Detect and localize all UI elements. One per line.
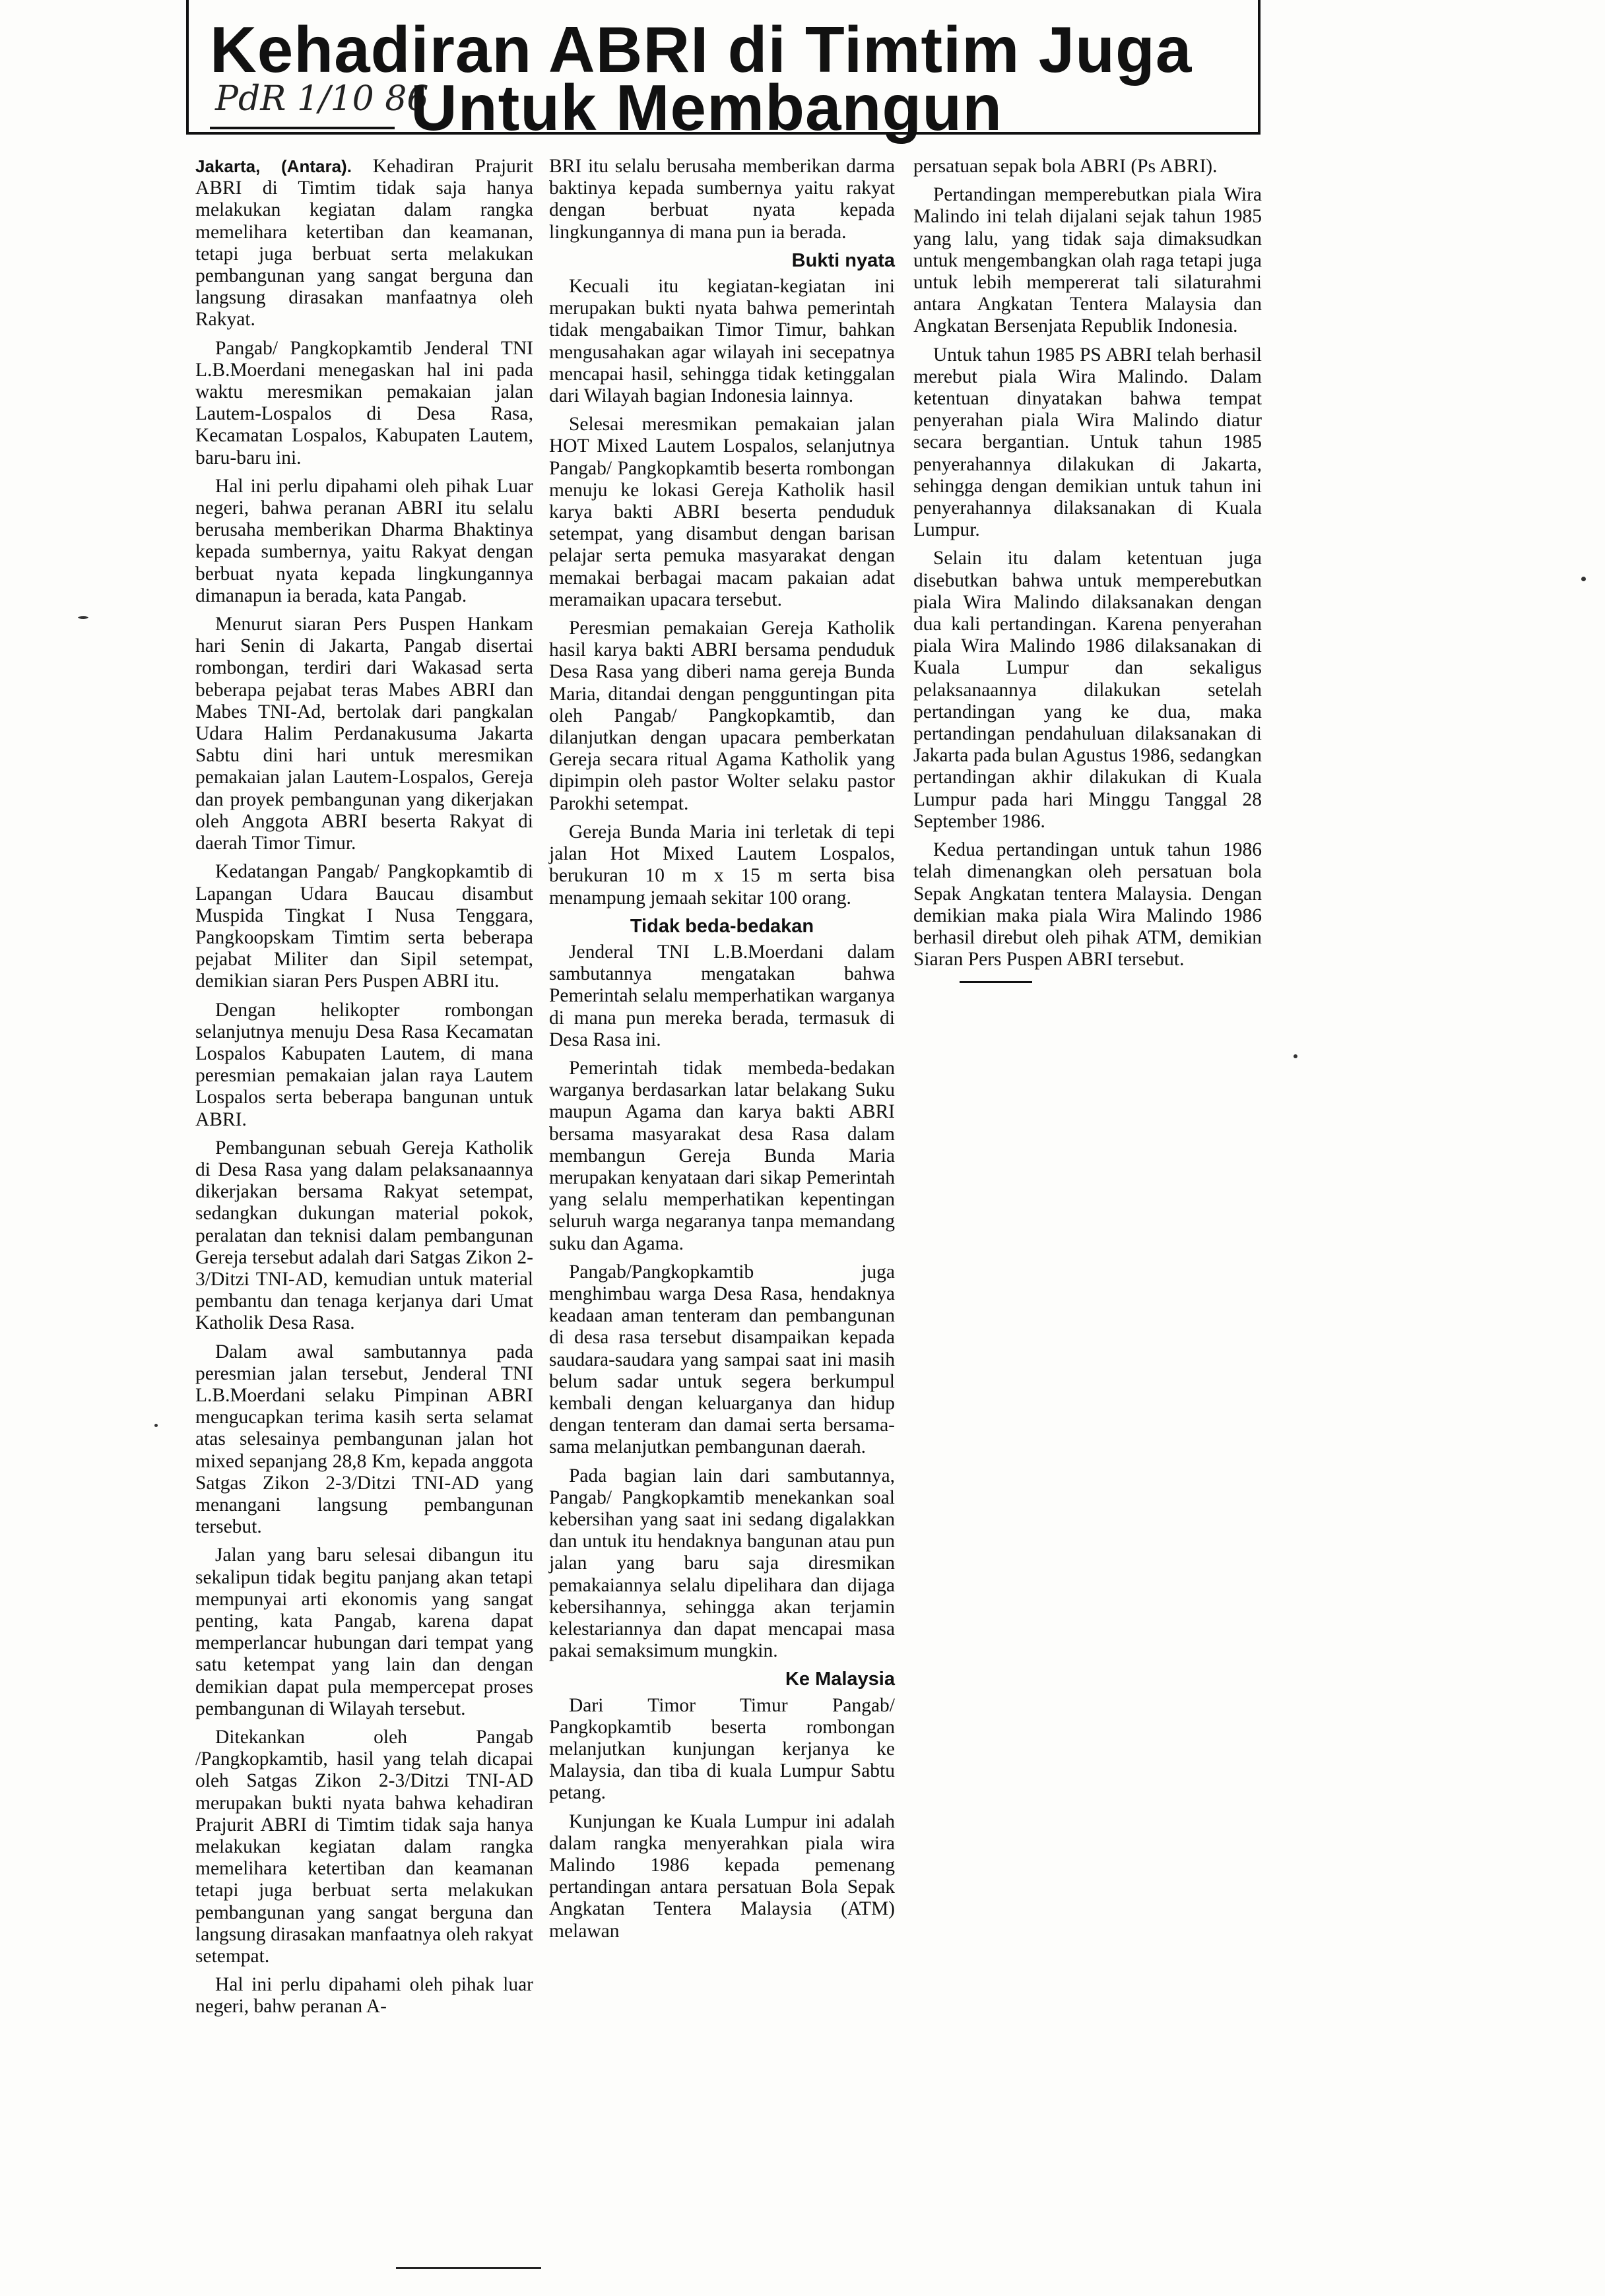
scan-speck xyxy=(1581,577,1586,581)
paragraph: Pangab/ Pangkopkamtib Jenderal TNI L.B.Moerdani menegaskan hal ini pada waktu meresmikan pemakaian jalan Lautem-Lospalos di Desa Rasa, Kecamatan Lospalos, Kabupaten Lautem, baru-baru ini. xyxy=(195,337,533,468)
paragraph: Kedatangan Pangab/ Pangkopkamtib di Lapangan Udara Baucau disambut Muspida Tingkat I Nusa Tenggara, Pangkoopskam Timtim serta beberapa pejabat Militer dan Sipil setempat, demikian siaran Pers Puspen ABRI itu. xyxy=(195,861,533,992)
paragraph: persatuan sepak bola ABRI (Ps ABRI). xyxy=(913,156,1218,177)
paragraph: Kecuali itu kegiatan-kegiatan ini merupakan bukti nyata bahwa pemerintah tidak mengabaikan Timor Timur, bahkan mengusahakan agar wilayah ini secepatnya mencapai hasil, sehingga tidak ketinggalan dari Wilayah bagian Indonesia lainnya. xyxy=(549,276,895,407)
paragraph: Kunjungan ke Kuala Lumpur ini adalah dalam rangka menyerahkan piala wira Malindo 1986 kepada pemenang pertandingan antara persatuan Bola Sepak Angkatan Tentera Malaysia (ATM) melawan xyxy=(549,1810,895,1942)
scan-speck xyxy=(78,616,88,619)
paragraph: Gereja Bunda Maria ini terletak di tepi jalan Hot Mixed Lautem Lospalos, berukuran 10 m x 15 m serta bisa menampung jemaah sekitar 100 orang. xyxy=(549,821,895,909)
bottom-rule xyxy=(396,2267,541,2269)
article-column-3 xyxy=(913,156,1262,983)
paragraph: Pada bagian lain dari sambutannya, Pangab/ Pangkopkamtib menekankan soal kebersihan yang saat ini sedang digalakkan dan untuk itu hendaknya bangunan atau pun jalan yang baru saja diresmikan pemakaiannya selalu dipelihara dan dijaga kebersihannya, sehingga akan terjamin kelestariannya dan dapat mencapai masa pakai semaksimum mungkin. xyxy=(549,1465,895,1662)
paragraph: Peresmian pemakaian Gereja Katholik hasil karya bakti ABRI bersama penduduk Desa Rasa yang diberi nama gereja Bunda Maria, ditandai dengan pengguntingan pita oleh Pangab/ Pangkopkamtib, dan dilanjutkan dengan upacara pemberkatan Gereja secara ritual Agama Katholik yang dipimpin oleh pastor Wolter selaku pastor Parokhi setempat. xyxy=(549,618,895,814)
scan-speck xyxy=(154,1424,158,1427)
paragraph: Pembangunan sebuah Gereja Katholik di Desa Rasa yang dalam pelaksanaannya dikerjakan bersama Rakyat setempat, sedangkan dukungan material pokok, peralatan dan teknisi dalam pembangunan Gereja tersebut adalah dari Satgas Zikon 2-3/Ditzi TNI-AD, kemudian untuk material pembantu dan tenaga kerjanya dari Umat Katholik Desa Rasa. xyxy=(195,1137,533,1334)
paragraph: Ditekankan oleh Pangab /Pangkopkamtib, hasil yang telah dicapai oleh Satgas Zikon 2-3/Ditzi TNI-AD merupakan bukti nyata bahwa kehadiran Prajurit ABRI di Timtim tidak saja hanya melakukan kegiatan dalam rangka memelihara ketertiban dan keamanan tetapi juga berbuat serta melakukan pembangunan yang sangat berguna dan langsung dirasakan manfaatnya oleh rakyat setempat. xyxy=(195,1727,533,1967)
paragraph: Selesai meresmikan pemakaian jalan HOT Mixed Lautem Lospalos, selanjutnya Pangab/ Pangkopkamtib beserta rombongan menuju ke lokasi Gereja Katholik hasil karya bakti ABRI beserta penduduk setempat, yang disambut dengan barisan pelajar serta pemuka masyarakat dengan memakai berbagai macam pakaian adat meramaikan upacara tersebut. xyxy=(549,414,895,610)
paragraph: Selain itu dalam ketentuan juga disebutkan bahwa untuk memperebutkan piala Wira Malindo dilaksanakan dengan dua kali pertandingan. Karena penyerahan piala Wira Malindo 1986 dilaksanakan di Kuala Lumpur dan sekaligus pelaksanaannya dilakukan setelah pertandingan yang ke dua, maka pertandingan pendahuluan dilaksanakan di Jakarta pada bulan Agustus 1986, sedangkan pertandingan akhir dilakukan di Kuala Lumpur pada hari Minggu Tanggal 28 September 1986. xyxy=(913,548,1262,832)
paragraph: Menurut siaran Pers Puspen Hankam hari Senin di Jakarta, Pangab disertai rombongan, terdiri dari Wakasad serta beberapa pejabat teras Mabes ABRI dan Mabes TNI-Ad, bertolak dari pangkalan Udara Halim Perdanakusuma Jakarta Sabtu dini hari untuk meresmikan pemakaian jalan Lautem-Lospalos, Gereja dan proyek pembangunan yang dikerjakan oleh Anggota ABRI beserta Rakyat di daerah Timor Timur. xyxy=(195,614,533,854)
end-of-article-rule xyxy=(960,981,1032,983)
subhead-ke-malaysia: Ke Malaysia xyxy=(785,1669,895,1690)
subhead-bukti-nyata: Bukti nyata xyxy=(791,249,895,271)
paragraph: Pemerintah tidak membeda-bedakan warganya berdasarkan latar belakang Suku maupun Agama dan karya bakti ABRI bersama masyarakat desa Rasa dalam membangun Gereja Bunda Maria merupakan kenyataan dari sikap Pemerintah yang selalu memperhatikan kepentingan seluruh warga negaranya tanpa memandang suku dan Agama. xyxy=(549,1057,895,1254)
paragraph: Jalan yang baru selesai dibangun itu sekalipun tidak begitu panjang akan tetapi mempunyai arti ekonomis yang sangat penting, kata Pangab, karena dapat memperlancar hubungan dari tempat yang satu ketempat yang lain dan dengan demikian dapat pula mempercepat proses pembangunan di Wilayah tersebut. xyxy=(195,1545,533,1719)
headline-line-2: Untuk Membangun xyxy=(410,71,1002,144)
dateline: Jakarta, (Antara). xyxy=(195,156,352,176)
paragraph: Jenderal TNI L.B.Moerdani dalam sambutannya mengatakan bahwa Pemerintah selalu memperhatikan warganya di mana pun mereka berada, termasuk di Desa Rasa ini. xyxy=(549,941,895,1050)
subhead-tidak-beda-bedakan: Tidak beda-bedakan xyxy=(630,915,814,937)
paragraph: Pertandingan memperebutkan piala Wira Malindo ini telah dijalani sejak tahun 1985 yang lalu, yang tidak saja dimaksudkan untuk mengembangkan olah raga tetapi juga untuk lebih mempererat tali silaturahmi antara Angkatan Tentera Malaysia dan Angkatan Bersenjata Republik Indonesia. xyxy=(913,184,1262,337)
paragraph: Untuk tahun 1985 PS ABRI telah berhasil merebut piala Wira Malindo. Dalam ketentuan dinyatakan bahwa tempat penyerahan piala Wira Malindo diatur secara bergantian. Untuk tahun 1985 penyerahannya dilakukan di Jakarta, sehingga dengan demikian untuk tahun ini penyerahannya dilaksanakan di Kuala Lumpur. xyxy=(913,344,1262,541)
article-column-2 xyxy=(549,156,895,1949)
paragraph xyxy=(195,156,533,331)
paragraph: Hal ini perlu dipahami oleh pihak luar negeri, bahw peranan A- xyxy=(195,1974,533,2018)
handwritten-underline xyxy=(210,127,395,129)
paragraph: BRI itu selalu berusaha memberikan darma baktinya kepada sumbernya yaitu rakyat dengan berbuat nyata kepada lingkungannya di mana pun ia berada. xyxy=(549,156,895,243)
paragraph: Pangab/Pangkopkamtib juga menghimbau warga Desa Rasa, hendaknya keadaan aman tenteram dan pembangunan di desa rasa tersebut disampaikan kepada saudara-saudara yang sampai saat ini masih belum sadar untuk segera berkumpul kembali dengan keluarganya dan hidup dengan tenteram dan damai serta bersama-sama melanjutkan pembangunan daerah. xyxy=(549,1261,895,1458)
headline-line-1: Kehadiran ABRI di Timtim Juga xyxy=(210,13,1193,86)
scan-speck xyxy=(1294,1054,1297,1058)
paragraph: Dari Timor Timur Pangab/ Pangkopkamtib beserta rombongan melanjutkan kunjungan kerjanya ke Malaysia, dan tiba di kuala Lumpur Sabtu petang. xyxy=(549,1694,895,1804)
handwritten-date-note: PdR 1/10 86 xyxy=(215,79,429,119)
paragraph: Kedua pertandingan untuk tahun 1986 telah dimenangkan oleh persatuan bola Sepak Angkatan tentera Malaysia. Dengan demikian maka piala Wira Malindo 1986 berhasil direbut oleh pihak ATM, demikian Siaran Pers Puspen ABRI tersebut. xyxy=(913,839,1262,971)
paragraph-text: Kehadiran Prajurit ABRI di Timtim tidak saja hanya melakukan kegiatan dalam rangka memelihara ketertiban dan keamanan, tetapi juga berbuat serta melakukan pembangunan yang sangat berguna dan langsung dirasakan manfaatnya oleh Rakyat. xyxy=(195,156,534,331)
paragraph: Hal ini perlu dipahami oleh pihak Luar negeri, bahwa peranan ABRI itu selalu berusaha memberikan Dharma Bhaktinya kepada sumbernya, yaitu Rakyat dengan berbuat nyata kepada lingkungannya dimanapun ia berada, kata Pangab. xyxy=(195,475,533,606)
article-column-1 xyxy=(195,156,533,2025)
paragraph: Dalam awal sambutannya pada peresmian jalan tersebut, Jenderal TNI L.B.Moerdani selaku Pimpinan ABRI mengucapkan terima kasih serta selamat atas selesainya pembangunan jalan hot mixed sepanjang 28,8 Km, kepada anggota Satgas Zikon 2-3/Ditzi TNI-AD yang menangani langsung pembangunan tersebut. xyxy=(195,1341,533,1538)
paragraph: Dengan helikopter rombongan selanjutnya menuju Desa Rasa Kecamatan Lospalos Kabupaten Lautem, di mana peresmian pemakaian jalan raya Lautem Lospalos serta beberapa bangunan untuk ABRI. xyxy=(195,999,533,1130)
